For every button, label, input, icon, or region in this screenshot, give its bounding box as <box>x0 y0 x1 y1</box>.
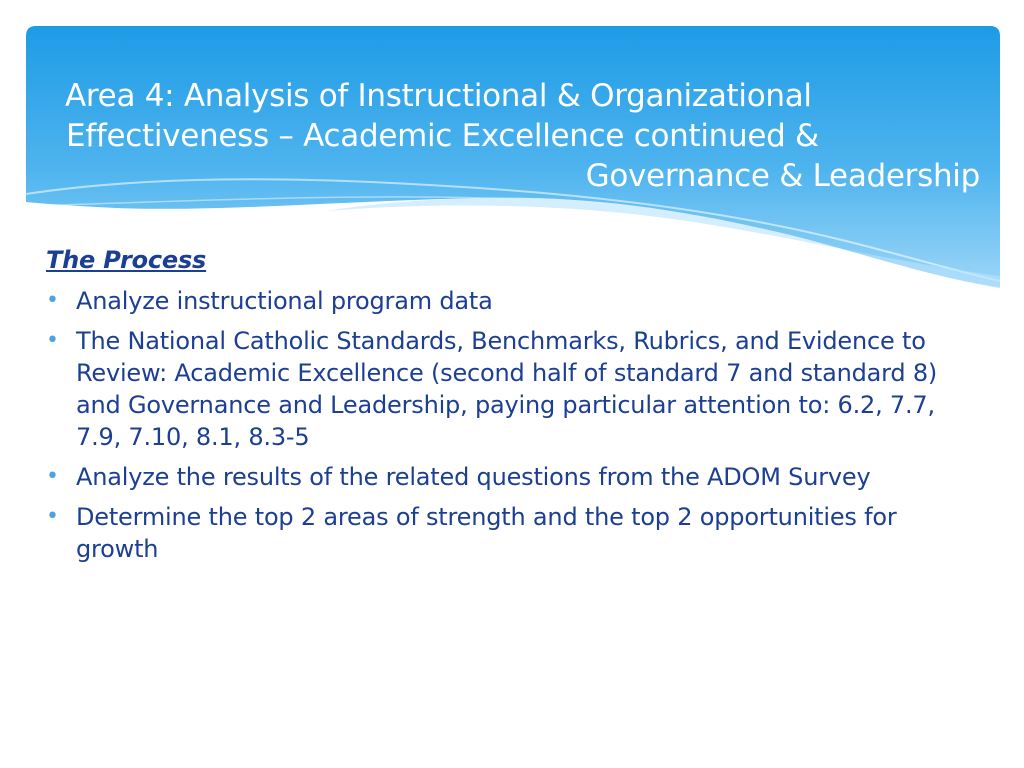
slide-body <box>44 244 964 573</box>
bullet-item <box>44 285 964 317</box>
bullet-item <box>44 325 964 453</box>
title-line-1: Area 4: Analysis of Instructional & Organizational <box>65 78 812 114</box>
slide-title <box>52 76 1010 196</box>
bullet-item <box>44 501 964 565</box>
bullet-text: Analyze the results of the related questions from the ADOM Survey <box>76 463 871 491</box>
bullet-item <box>44 461 964 493</box>
bullet-list <box>44 285 964 565</box>
bullet-text: The National Catholic Standards, Benchmarks, Rubrics, and Evidence to Review: Academic Excellence (second half of standard 7 and standard 8) and Governance and Leadership, paying particular attention to: 6.2, 7.7, 7.9, 7.10, 8.1, 8.3-5 <box>76 327 938 451</box>
bullet-dot-icon: • <box>46 464 59 489</box>
bullet-text: Analyze instructional program data <box>76 287 493 315</box>
section-heading: The Process <box>46 246 207 274</box>
bullet-dot-icon: • <box>46 328 59 353</box>
title-line-2: Effectiveness – Academic Excellence continued & <box>66 118 819 154</box>
bullet-dot-icon: • <box>46 504 59 529</box>
bullet-dot-icon: • <box>46 288 59 313</box>
bullet-text: Determine the top 2 areas of strength and the top 2 opportunities for growth <box>76 503 897 563</box>
title-line-3: Governance & Leadership <box>585 158 980 194</box>
